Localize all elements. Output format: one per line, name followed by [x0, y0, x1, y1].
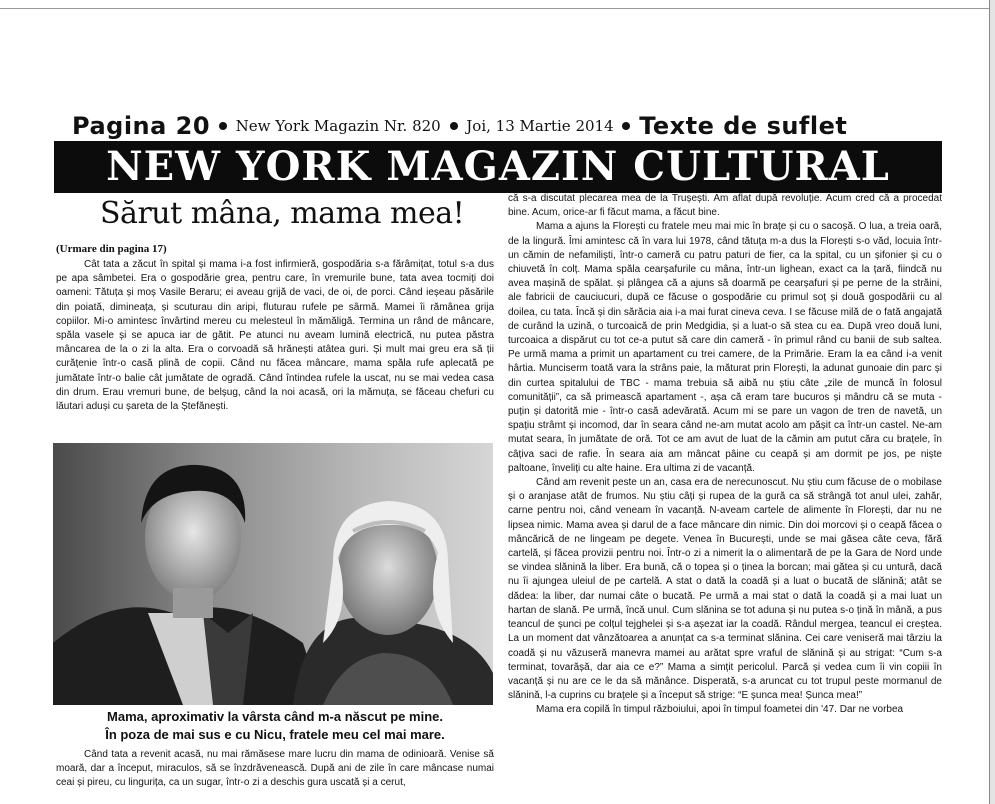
caption-line: Mama, aproximativ la vârsta când m-a născut pe mine.	[107, 709, 443, 724]
article-title: Sărut mâna, mama mea!	[100, 196, 465, 231]
page-number: Pagina 20	[72, 112, 211, 140]
page-right-edge	[989, 0, 995, 804]
column-left-top	[56, 258, 494, 414]
running-header	[72, 112, 928, 138]
paragraph: că s-a discutat plecarea mea de la Trușești. Am aflat după revoluție. Acum cred că a procedat bine. Acum, orice-ar fi făcut mama, a făcut bine.	[508, 193, 942, 219]
paragraph: Când tata a revenit acasă, nu mai rămăsese mare lucru din mama de odinioară. Venise să moară, dar a început, miraculos, să se înzdrăvenească. După ani de zile în care mâncase numai ceai și pireu, cu lingurița, ca un sugar, într-o zi a deschis gura uscată și a cerut,	[56, 749, 494, 789]
paragraph: Cât tata a zăcut în spital și mama i-a fost infirmieră, gospodăria s-a fărâmițat, totul s-a dus pe apa sâmbetei. Era o gospodărie grea, pentru care, în vremurile bune, tata avea tocmiți doi oameni: Tătuța și moș Vasile Beraru; ei aveau grijă de vaci, de oi, de porci. Când ieșeau păsările din poiată, dimineața, și scuturau din aripi, fluturau rufele pe sârmă. Mamei îi rămânea grija copiilor. Mi-o amintesc învârtind mereu cu melesteul în mămăligă. Termina un rând de mâncare, spăla vasele și se apuca iar de gătit. Pe atunci nu aveam lumină electrică, nu putea păstra mâncarea de la o zi la alta. Era o corvoadă să hrănești atâtea guri. Și mult mai greu era să ții curățenie într-o casă plină de copii. Când nu făcea mâncare, mama spăla rufe aplecată pe jumătate într-o balie cât jumătate de ogradă. Când întindea rufele la uscat, nu se mai vedea casa din drum. Erau vremuri bune, de belșug, când la noi acasă, ori la mămuța, se făceau chefuri cu lăutari aduși cu șareta de la Ștefănești.	[56, 259, 494, 413]
caption-line: În poza de mai sus e cu Nicu, fratele meu cel mai mare.	[105, 727, 445, 742]
masthead-banner: NEW YORK MAGAZIN CULTURAL	[54, 141, 942, 193]
page-top-edge	[0, 0, 990, 9]
column-left-bottom	[56, 748, 494, 791]
bullet-icon	[219, 122, 227, 130]
paragraph: Mama era copilă în timpul războiului, apoi în timpul foametei din '47. Dar ne vorbea	[536, 704, 904, 716]
continuation-note: (Urmare din pagina 17)	[56, 243, 167, 255]
photo-caption	[56, 708, 494, 744]
bullet-icon	[622, 122, 630, 130]
issue-date: Joi, 13 Martie 2014	[466, 117, 614, 135]
paragraph: Mama a ajuns la Florești cu fratele meu mai mic în brațe și cu o sacoșă. O lua, a treia oară, de la lingură. Îmi amintesc că în vara lui 1978, când tătuța m-a dus la Florești s-o văd, locuia într-un cămin de nefamiliști, într-o cameră cu patru paturi de fier, ca la spital, cu un șifonier și cu o chiuvetă în colț. Mama spăla cearșafurile cu mâna, într-un lighean, exact ca la țară, fiindcă nu avea mașină de spălat. și plângea că a ajuns să doarmă pe cearșafuri și pe perne de la străini, ale fabricii de cauciucuri, după ce făcuse o gospodărie cu primul soț și două gospodării cu al doilea, cu tata. Încă și din sărăcia aia i-a mai furat cineva ceva. I se făcuse milă de o fată angajată de curând la uzină, o turcoaică de prin Medgidia, și a luat-o să stea cu ea. După vreo două luni, turcoaica a dispărut cu tot ce-a putut să care din cameră - în primul rând cu banii de sub saltea. Pe urmă mama a primit un apartament cu trei camere, de la Primărie. Eram la ea când i-a venit hârtia. Munciserm toată vara la strâns paie, la măturat prin Florești, la adunat gunoaie din parc și din curtea spitalului de TBC - mama trebuia să aibă nu știu câte „zile de muncă în folosul comunității”, ca să primească apartament -, așa că eram tare bucuros și mândru că se muta - puțin și datorită mie - într-o casă adevărată. Acum mi se pare un vagon de tren de navetă, un spațiu strâmt și incomod, dar în seara când ne-am mutat acolo am pășit ca într-un castel. Ne-am mutat seara, în jumătate de oră. Tot ce am avut de luat de la cămin am putut căra cu brațele, în câțiva saci de rafie. În seara aia am mâncat pâine cu ceapă și am dormit pe jos, pe niște paltoane, înveliți cu alte haine. Era ultima zi de vacanță.	[508, 221, 942, 474]
bullet-icon	[450, 122, 458, 130]
column-right	[508, 192, 942, 718]
issue-label: New York Magazin Nr. 820	[235, 117, 441, 135]
section-name: Texte de suflet	[639, 112, 848, 140]
paragraph: Când am revenit peste un an, casa era de nerecunoscut. Nu știu cum făcuse de o mobilase și o aranjase atât de frumos. Nu știu câți și rupea de la gură ca să strângă tot anul ulei, zahăr, carne pentru noi, când veneam în vacanță. N-aveam cartele de alimente în Florești, dar nu ne lipsea nimic. Mama avea și darul de a face mâncare din nimic. Din doi morcovi și o ceapă făcea o mâncărică de ne lingeam pe degete. Venea în București, unde se mai găsea câte ceva, fără cartelă, și făcea provizii pentru noi. Într-o zi a nimerit la o alimentară de pe la Gara de Nord unde se vindea slănină la liber. Era bună, că o topea și o ținea la borcan; mai gătea și cu untură, dacă nu îi ajungea uleiul de pe cartelă. A stat o dată la coadă și a luat o bucată de slănină; atât se dădea: la liber, dar numai câte o bucată. Pe urmă a mai stat o dată la coadă și a mai luat un hartan de slană. Pe urmă, încă unul. Cum slănina se tot aduna și nu putea s-o țină în mână, a pus teancul de șunci pe colțul tejghelei și s-a așezat iar la coadă. Rândul mergea, teancul ei creștea. La un moment dat vânzătoarea a anunțat ca s-a terminat slănina. Cei care veniseră mai târziu la coadă și nu văzuseră manevra mamei au arătat spre vraful de slănină și au strigat: “Cum s-a terminat, tovarășă, dar aia ce e?” Mama a simțit pericolul. Parcă și vedea cum îi vin copiii în vacanță și nu are ce le da să mănânce. Disperată, s-a aruncat cu tot trupul peste mormanul de slănină, l-a cuprins cu brațele și a început să strige: “E șunca mea! Șunca mea!”	[508, 477, 942, 702]
family-photo	[53, 443, 493, 705]
